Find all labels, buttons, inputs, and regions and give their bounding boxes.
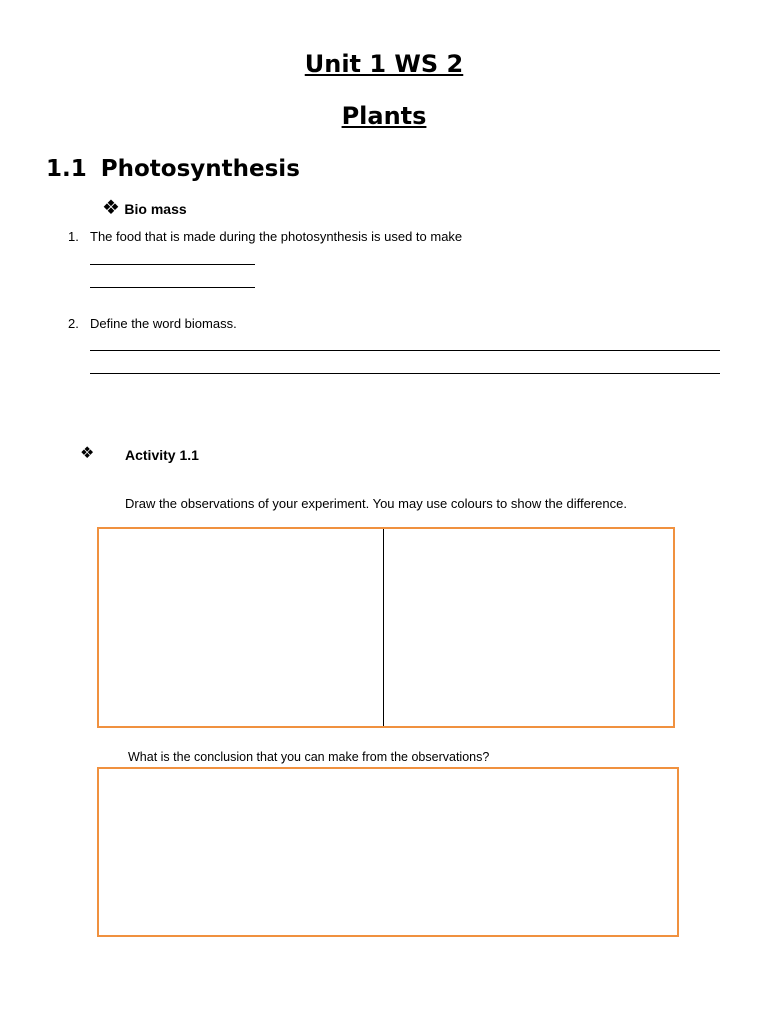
conclusion-answer-box[interactable] <box>97 767 679 937</box>
section-number: 1.1 <box>46 156 87 182</box>
answer-line[interactable] <box>90 350 720 351</box>
section-title: Photosynthesis <box>100 156 300 182</box>
subsection-title: Bio mass <box>124 201 187 217</box>
question-1-text: The food that is made during the photosynthesis is used to make <box>90 229 463 244</box>
conclusion-prompt: What is the conclusion that you can make from the observations? <box>128 750 490 764</box>
observation-drawing-box[interactable] <box>97 527 675 728</box>
activity-instruction: Draw the observations of your experiment. You may use colours to show the difference. <box>125 496 627 511</box>
answer-line[interactable] <box>90 373 720 374</box>
four-diamond-icon: ❖ <box>80 445 95 462</box>
activity-title: Activity 1.1 <box>125 447 199 463</box>
answer-line[interactable] <box>90 264 255 265</box>
question-2-number: 2. <box>68 316 79 331</box>
worksheet-title: Unit 1 WS 2 <box>304 50 464 78</box>
worksheet-subtitle: Plants <box>341 102 427 130</box>
four-diamond-icon: ❖ <box>102 197 120 219</box>
observation-box-divider <box>383 529 384 726</box>
question-1-number: 1. <box>68 229 79 244</box>
subsection-heading <box>102 198 187 219</box>
answer-line[interactable] <box>90 287 255 288</box>
question-2-text: Define the word biomass. <box>90 316 237 331</box>
section-heading <box>46 156 300 182</box>
